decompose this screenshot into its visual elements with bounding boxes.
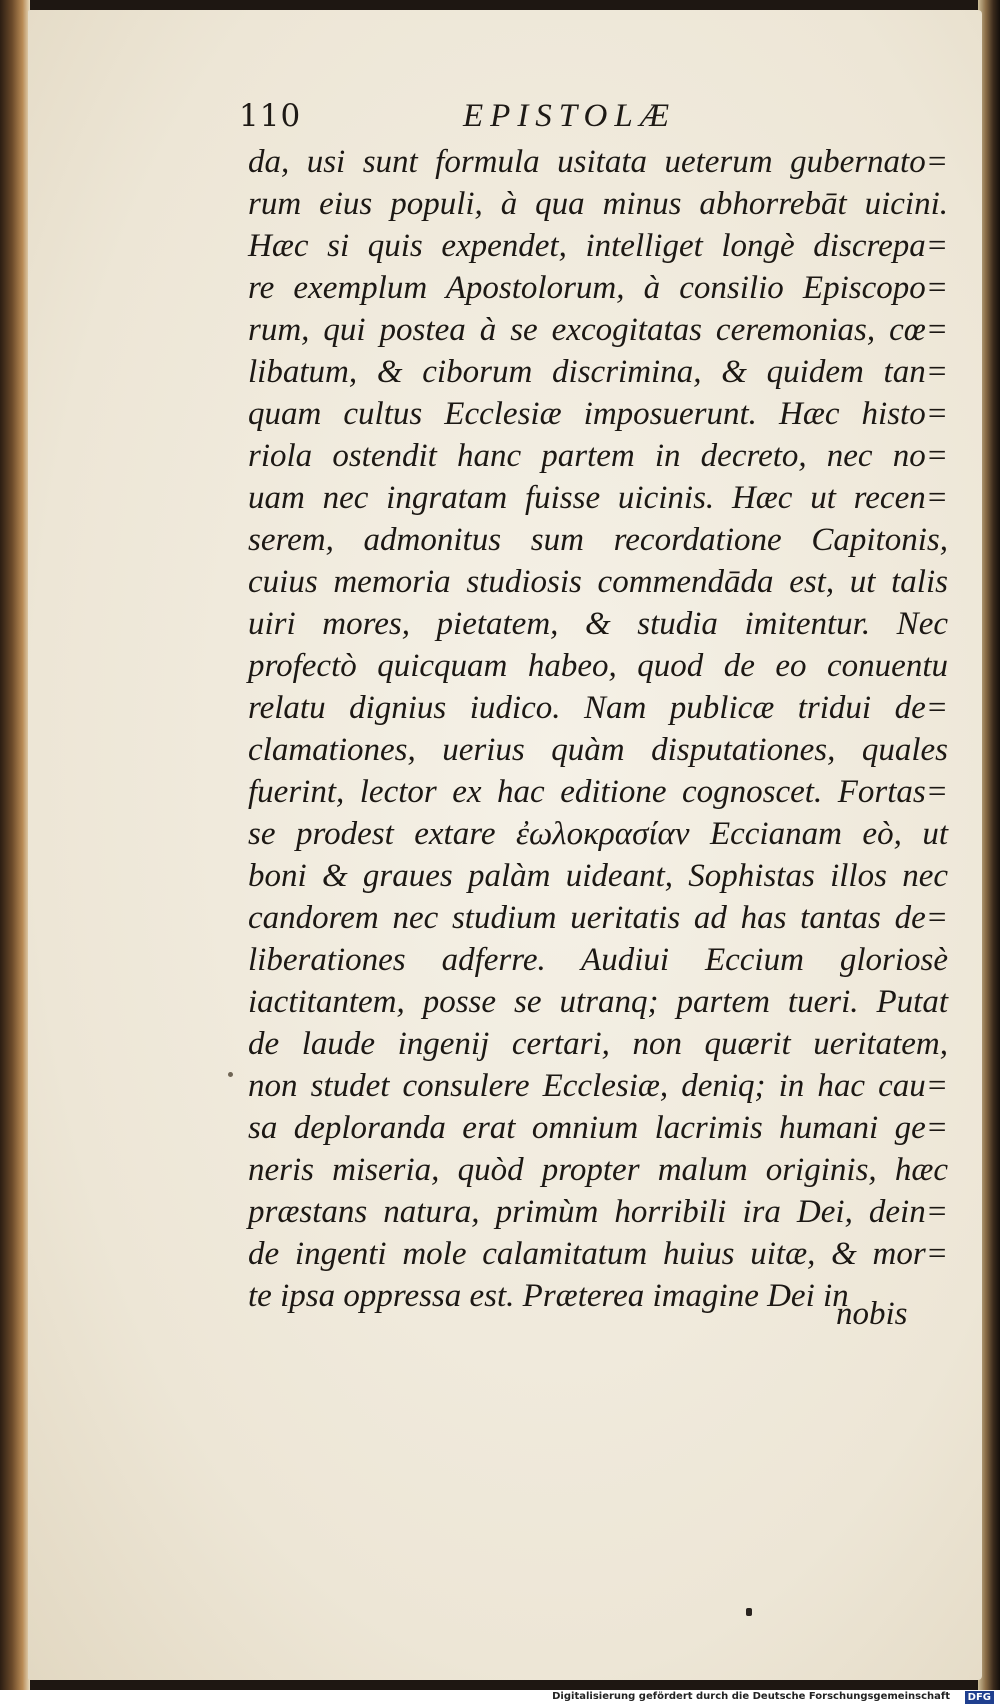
text-line: Hæc si quis expendet, intelliget longè discrepa=: [248, 228, 948, 264]
text-line: libatum, & ciborum discrimina, & quidem tan=: [248, 354, 948, 390]
signature-mark: [746, 1608, 752, 1616]
catchword: nobis: [836, 1296, 908, 1332]
text-line: da, usi sunt formula usitata ueterum gubernato=: [248, 144, 948, 180]
text-line: rum eius populi, à qua minus abhorrebāt uicini.: [248, 186, 948, 222]
dfg-logo: DFG: [965, 1691, 994, 1704]
folio-number: 110: [239, 98, 302, 134]
book-binding-edge: [0, 0, 30, 1690]
text-line: quam cultus Ecclesiæ imposuerunt. Hæc histo=: [248, 396, 948, 432]
text-line: uiri mores, pietatem, & studia imitentur. Nec: [248, 606, 948, 642]
text-line: serem, admonitus sum recordatione Capitonis,: [248, 522, 948, 558]
text-line: profectò quicquam habeo, quod de eo conuentu: [248, 648, 948, 684]
text-line: præstans natura, primùm horribili ira Dei, dein=: [248, 1194, 948, 1230]
text-line: neris miseria, quòd propter malum originis, hæc: [248, 1152, 948, 1188]
text-line: fuerint, lector ex hac editione cognoscet. Fortas=: [248, 774, 948, 810]
text-line: de ingenti mole calamitatum huius uitæ, & mor=: [248, 1236, 948, 1272]
text-line: riola ostendit hanc partem in decreto, nec no=: [248, 438, 948, 474]
text-line: de laude ingenij certari, non quærit ueritatem,: [248, 1026, 948, 1062]
text-line: relatu dignius iudico. Nam publicæ tridui de=: [248, 690, 948, 726]
text-line: cuius memoria studiosis commendāda est, ut talis: [248, 564, 948, 600]
funding-notice: Digitalisierung gefördert durch die Deutsche Forschungsgemeinschaft: [552, 1691, 950, 1702]
text-line: non studet consulere Ecclesiæ, deniq; in hac cau=: [248, 1068, 948, 1104]
text-line: clamationes, uerius quàm disputationes, quales: [248, 732, 948, 768]
page-text-block: [28, 10, 982, 1680]
text-line: sa deploranda erat omnium lacrimis humani ge=: [248, 1110, 948, 1146]
text-line: rum, qui postea à se excogitatas ceremonias, cœ=: [248, 312, 948, 348]
book-page: [28, 10, 982, 1680]
text-line: iactitantem, posse se utranq; partem tueri. Putat: [248, 984, 948, 1020]
ink-speck: [228, 1072, 233, 1077]
running-head: EPISTOLÆ: [463, 98, 677, 134]
text-line: liberationes adferre. Audiui Eccium gloriosè: [248, 942, 948, 978]
text-line: te ipsa oppressa est. Præterea imagine Dei in: [248, 1278, 849, 1314]
text-line: re exemplum Apostolorum, à consilio Episcopo=: [248, 270, 948, 306]
text-line: uam nec ingratam fuisse uicinis. Hæc ut recen=: [248, 480, 948, 516]
text-line: candorem nec studium ueritatis ad has tantas de=: [248, 900, 948, 936]
text-line: se prodest extare ἐωλοκρασίαν Eccianam eò, ut: [248, 816, 948, 852]
text-line: boni & graues palàm uideant, Sophistas illos nec: [248, 858, 948, 894]
